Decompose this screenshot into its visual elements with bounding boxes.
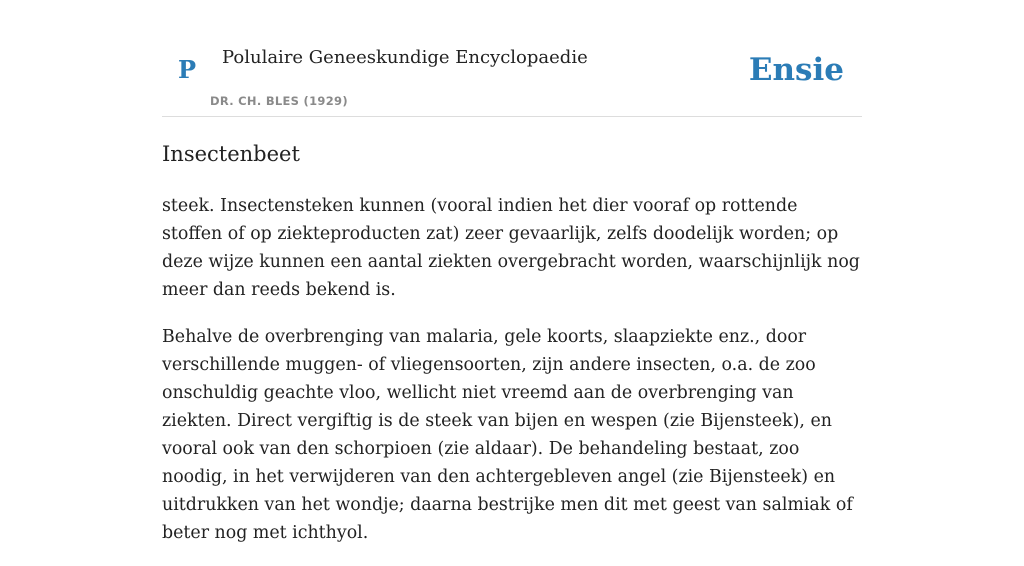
publication-logo[interactable]: P	[178, 55, 197, 84]
entry-body	[162, 192, 862, 566]
entry-title: Insectenbeet	[162, 142, 300, 166]
entry-paragraph: Behalve de overbrenging van malaria, gele koorts, slaapziekte enz., door verschillende muggen- of vliegensoorten, zijn andere insecten, o.a. de zoo onschuldig geachte vloo, wellicht niet vreemd aan de overbrenging van ziekten. Direct vergiftig is de steek van bijen en wespen (zie Bijensteek), en vooral ook van den schorpioen (zie aldaar). De behandeling bestaat, zoo noodig, in het verwijderen van den achtergebleven angel (zie Bijensteek) en uitdrukken van het wondje; daarna bestrijke men dit met geest van salmiak of beter nog met ichthyol.	[162, 327, 853, 543]
site-logo[interactable]: Ensie	[748, 52, 844, 88]
entry-paragraph: steek. Insectensteken kunnen (vooral indien het dier vooraf op rottende stoffen of op ziekteproducten zat) zeer gevaarlijk, zelfs doodelijk worden; op deze wijze kunnen een aantal ziekten overgebracht worden, waarschijnlijk nog meer dan reeds bekend is.	[162, 196, 860, 300]
publication-author: DR. CH. BLES (1929)	[210, 94, 348, 108]
publication-title[interactable]: Polulaire Geneeskundige Encyclopaedie	[222, 47, 588, 68]
site-header	[162, 0, 862, 117]
